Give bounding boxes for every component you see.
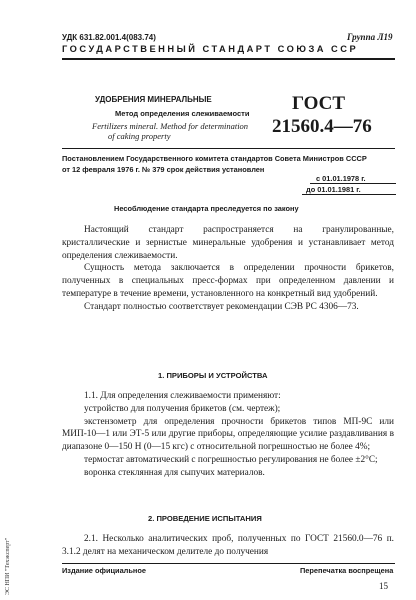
- group-code: Группа Л19: [347, 32, 393, 42]
- intro-paragraph-3: Стандарт полностью соответствует рекомендации СЭВ РС 4306—73.: [84, 301, 359, 312]
- decree-rule: [62, 148, 395, 149]
- section-1-paragraph-4: термостат автоматический с погрешностью регулирования не более ±2°С;: [84, 454, 378, 465]
- side-watermark-text: ЭС НПИ "Техэксперт": [5, 537, 11, 595]
- valid-from: с 01.01.1978 г.: [316, 174, 366, 183]
- reprint-note: Перепечатка воспрещена: [300, 566, 394, 575]
- header-rule: [62, 58, 395, 60]
- valid-from-underline: [310, 183, 396, 184]
- gost-number: 21560.4—76: [272, 116, 372, 137]
- section-2-paragraph-1: 2.1. Несколько аналитических проб, полученных по ГОСТ 21560.0—76 п. 3.1.2 делят на механическом делителе до получения: [62, 534, 394, 557]
- section-1-paragraph-2: устройство для получения брикетов (см. чертеж);: [84, 403, 281, 414]
- title-english: [92, 121, 248, 141]
- section-1-text: [62, 390, 394, 480]
- intro-paragraph-2: Сущность метода заключается в определении прочности брикетов, полученных в специальных пресс-формах при определенном давлении и температуре в течение времени, установленного на конкретный вид удобрений.: [62, 263, 394, 299]
- decree-line1: Постановлением Государственного комитета стандартов Совета Министров СССР: [62, 154, 367, 163]
- intro-paragraph-1: Настоящий стандарт распространяется на гранулированные, кристаллические и зернистые минеральные удобрения и устанавливает метод определения слеживаемости.: [62, 225, 394, 261]
- valid-to: до 01.01.1981 г.: [306, 185, 361, 194]
- section-1-paragraph-1: 1.1. Для определения слеживаемости применяют:: [84, 391, 281, 401]
- edition-note: Издание официальное: [62, 566, 147, 575]
- decree-text: [62, 153, 367, 175]
- section-1-paragraph-5: воронка стеклянная для сыпучих материалов.: [84, 467, 265, 478]
- page-number: 15: [379, 581, 388, 591]
- title-sub: Метод определения слеживаемости: [115, 109, 250, 118]
- section-2-text: [62, 533, 394, 559]
- section-1-paragraph-3: экстензометр для определения прочности брикетов типов МП-9С или МИП-10—1 или ЭТ-5 или другие приборы, определяющие усилие раздавливания в диапазоне 0—150 Н (0—15 кгс) с относительной погрешностью не более 4%;: [62, 416, 394, 453]
- valid-to-underline: [302, 194, 396, 195]
- intro-text: [62, 224, 394, 314]
- udk-code: УДК 631.82.001.4(083.74): [62, 33, 156, 42]
- legal-protection-note: Несоблюдение стандарта преследуется по закону: [114, 204, 299, 213]
- footer-rule: [62, 563, 395, 564]
- side-watermark: [3, 505, 15, 595]
- title-english-line2: of caking property: [108, 131, 171, 141]
- section-1-heading: 1. ПРИБОРЫ И УСТРОЙСТВА: [158, 371, 268, 380]
- title-english-line1: Fertilizers mineral. Method for determination: [92, 121, 249, 131]
- title-main: УДОБРЕНИЯ МИНЕРАЛЬНЫЕ: [95, 95, 212, 104]
- state-standard-banner: ГОСУДАРСТВЕННЫЙ СТАНДАРТ СОЮЗА ССР: [62, 44, 359, 54]
- gost-label: ГОСТ: [292, 93, 346, 114]
- decree-line2: от 12 февраля 1976 г. № 379 срок действия установлен: [62, 165, 265, 174]
- section-2-heading: 2. ПРОВЕДЕНИЕ ИСПЫТАНИЯ: [148, 514, 262, 523]
